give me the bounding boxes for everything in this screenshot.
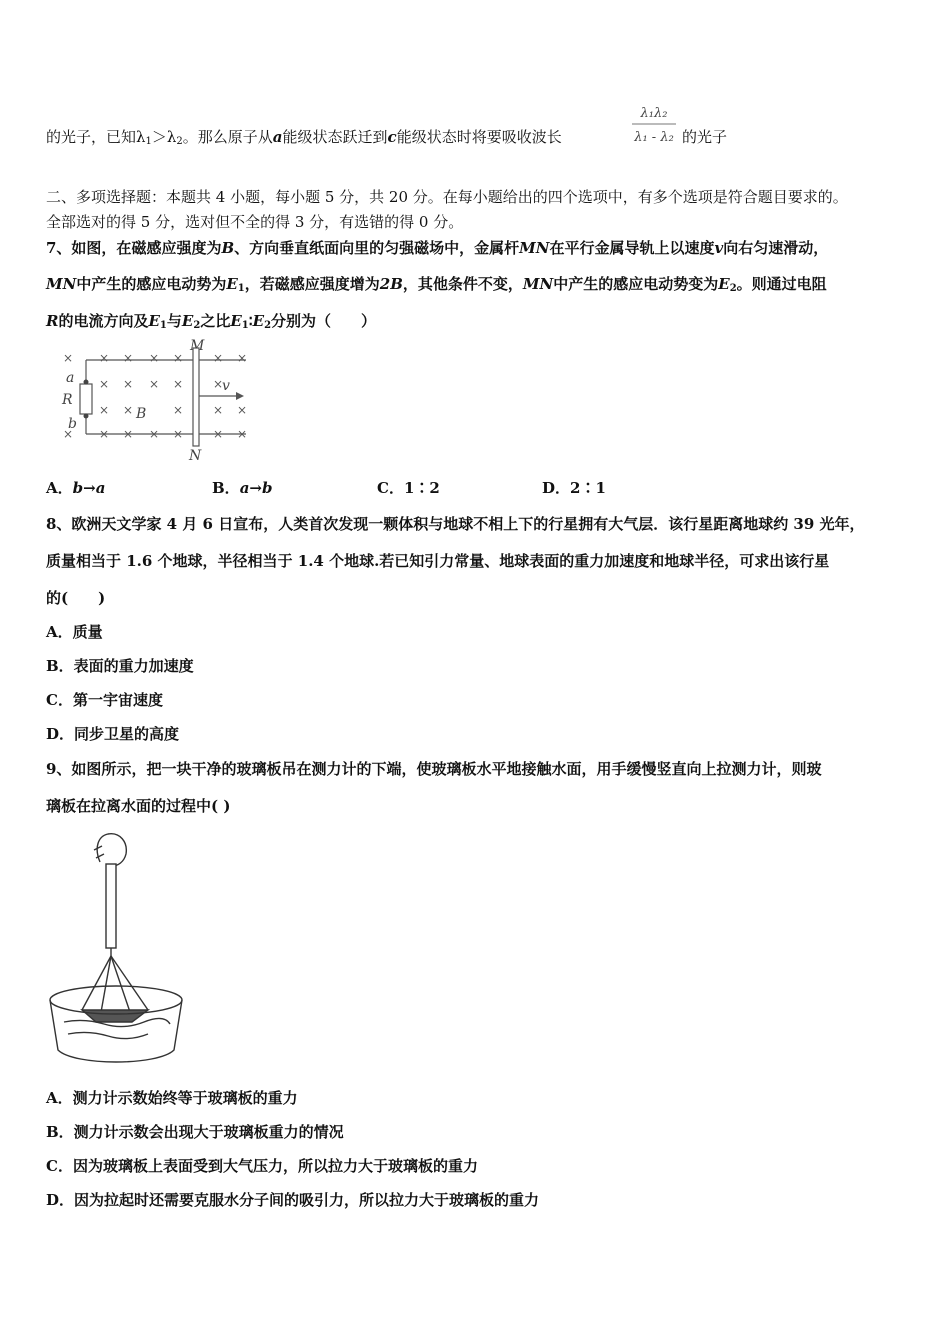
- symbol-E: E: [252, 312, 265, 330]
- text: 分别为（ ）: [271, 312, 377, 330]
- text: 向右匀速滑动，: [723, 239, 829, 257]
- text: 。则通过电阻: [736, 275, 827, 293]
- velocity-arrowhead: [236, 392, 244, 400]
- wavelength-fraction: [628, 100, 680, 148]
- label-B: B: [136, 406, 147, 422]
- q7-option-a[interactable]: [46, 478, 105, 498]
- text: ∶: [248, 312, 253, 330]
- q8-line-1: 8、欧洲天文学家 4 月 6 日宣布，人类首次发现一颗体积与地球不相上下的行星拥有大气层．该行星距离地球约 39 光年，: [46, 515, 865, 533]
- text: ＞λ: [151, 128, 177, 146]
- metal-rod: [193, 348, 199, 446]
- cross: ×: [236, 403, 248, 417]
- cross: ×: [98, 403, 110, 417]
- q8-option-a[interactable]: A．质量: [46, 623, 103, 641]
- cross: ×: [122, 427, 134, 441]
- subscript: 2: [193, 320, 201, 331]
- glass-plate: [82, 1010, 148, 1022]
- fraction-numerator: λ₁λ₂: [640, 106, 668, 121]
- text: 在平行金属导轨上以速度: [549, 239, 715, 257]
- string-front-right: [111, 956, 132, 1018]
- cross: ×: [148, 351, 160, 365]
- q9-option-d[interactable]: D．因为拉起时还需要克服水分子间的吸引力，所以拉力大于玻璃板的重力: [46, 1191, 540, 1209]
- q7-line-2: [46, 274, 827, 299]
- text: 中产生的感应电动势变为: [553, 275, 719, 293]
- magnetic-field-figure: [56, 338, 256, 464]
- q8-option-b[interactable]: B．表面的重力加速度: [46, 657, 194, 675]
- symbol-MN: MN: [522, 275, 554, 293]
- q7-option-c[interactable]: C．1∶2: [377, 479, 440, 497]
- cross: ×: [98, 351, 110, 365]
- symbol-E: E: [148, 312, 160, 330]
- prev-answer-line: [46, 127, 562, 152]
- label-v: v: [222, 378, 230, 394]
- glass-plate-figure: [44, 828, 194, 1074]
- subscript: 1: [159, 320, 167, 331]
- subscript: 1: [237, 283, 245, 294]
- text: 能级状态时将要吸收波长: [396, 128, 562, 146]
- q7-option-d[interactable]: D．2∶1: [542, 479, 606, 497]
- option-letter: A．: [46, 479, 73, 497]
- option-letter: B．: [212, 479, 240, 497]
- cross: ×: [236, 351, 248, 365]
- cross: ×: [212, 377, 224, 391]
- q9-option-c[interactable]: C．因为玻璃板上表面受到大气压力，所以拉力大于玻璃板的重力: [46, 1157, 478, 1175]
- symbol-E: E: [230, 312, 242, 330]
- cross: ×: [122, 377, 134, 391]
- cross: ×: [62, 351, 74, 365]
- section-note: 全部选对的得 5 分，选对但不全的得 3 分，有选错的得 0 分。: [46, 213, 464, 231]
- symbol-R: R: [46, 312, 59, 330]
- cross: ×: [148, 427, 160, 441]
- text: ，其他条件不变，: [402, 275, 523, 293]
- terminal-a: [84, 380, 89, 385]
- section-heading: 二、多项选择题：本题共 4 小题，每小题 5 分，共 20 分。在每小题给出的四个选项中，有多个选项是符合题目要求的。: [46, 188, 848, 206]
- q9-line-2: 璃板在拉离水面的过程中( ): [46, 797, 231, 815]
- cross: ×: [212, 351, 224, 365]
- cross: ×: [212, 427, 224, 441]
- option-text: a→b: [239, 479, 273, 497]
- label-b: b: [68, 416, 77, 432]
- q7-line-3: [46, 311, 376, 336]
- cross: ×: [172, 403, 184, 417]
- q7-line-1: [46, 238, 828, 258]
- symbol-MN: MN: [46, 275, 77, 293]
- fraction-denominator: λ₁ - λ₂: [634, 130, 674, 145]
- label-N: N: [189, 448, 202, 464]
- label-a: a: [66, 370, 75, 386]
- subscript: 1: [145, 136, 152, 147]
- resistor: [80, 384, 92, 414]
- q8-line-2: 质量相当于 1.6 个地球，半径相当于 1.4 个地球.若已知引力常量、地球表面的重力加速度和地球半径，可求出该行星: [46, 552, 830, 570]
- cross: ×: [172, 377, 184, 391]
- hand-icon: [97, 834, 126, 866]
- cross: ×: [172, 351, 184, 365]
- symbol-MN: MN: [519, 239, 550, 257]
- text: 7、如图，在磁感应强度为: [46, 239, 222, 257]
- prev-answer-end: 的光子: [682, 128, 728, 146]
- symbol-E: E: [181, 312, 194, 330]
- text: 与: [166, 312, 182, 330]
- cross: ×: [62, 427, 74, 441]
- cross: ×: [98, 427, 110, 441]
- text: 的光子，已知λ: [46, 128, 146, 146]
- level-a: a: [272, 128, 283, 146]
- string-right: [111, 956, 148, 1010]
- text: ，若磁感应强度增为: [244, 275, 380, 293]
- text: 之比: [200, 312, 231, 330]
- text: 能级状态跃迁到: [282, 128, 388, 146]
- cross: ×: [122, 351, 134, 365]
- subscript: 2: [176, 136, 183, 147]
- cross: ×: [98, 377, 110, 391]
- symbol-E: E: [226, 275, 238, 293]
- q9-option-b[interactable]: B．测力计示数会出现大于玻璃板重力的情况: [46, 1123, 344, 1141]
- symbol-B: B: [221, 239, 235, 257]
- q9-line-1: 9、如图所示，把一块干净的玻璃板吊在测力计的下端，使玻璃板水平地接触水面，用手缓慢竖直向上拉测力计，则玻: [46, 760, 822, 778]
- q9-option-a[interactable]: A．测力计示数始终等于玻璃板的重力: [46, 1089, 298, 1107]
- terminal-b: [84, 414, 89, 419]
- label-R: R: [62, 392, 73, 408]
- text: 。那么原子从: [182, 128, 273, 146]
- subscript: 2: [729, 283, 737, 294]
- cross: ×: [122, 403, 134, 417]
- option-text: b→a: [72, 479, 106, 497]
- q8-line-3: 的( ): [46, 589, 106, 607]
- text: 、方向垂直纸面向里的匀强磁场中，金属杆: [234, 239, 520, 257]
- finger-lines: [94, 846, 104, 858]
- text: 中产生的感应电动势为: [76, 275, 227, 293]
- q8-option-c[interactable]: C．第一宇宙速度: [46, 691, 163, 709]
- label-M: M: [190, 338, 205, 354]
- symbol-2B: 2B: [379, 275, 403, 293]
- text: 的电流方向及: [58, 312, 149, 330]
- cross: ×: [236, 427, 248, 441]
- q7-option-b[interactable]: [212, 478, 272, 498]
- subscript: 1: [241, 320, 249, 331]
- cross: ×: [212, 403, 224, 417]
- cross: ×: [172, 427, 184, 441]
- subscript: 2: [264, 320, 272, 331]
- symbol-E: E: [718, 275, 730, 293]
- symbol-v: v: [714, 239, 724, 257]
- water-line: [68, 1032, 148, 1038]
- q8-option-d[interactable]: D．同步卫星的高度: [46, 725, 180, 743]
- cross: ×: [148, 377, 160, 391]
- level-c: c: [387, 128, 397, 146]
- spring-scale: [106, 864, 116, 948]
